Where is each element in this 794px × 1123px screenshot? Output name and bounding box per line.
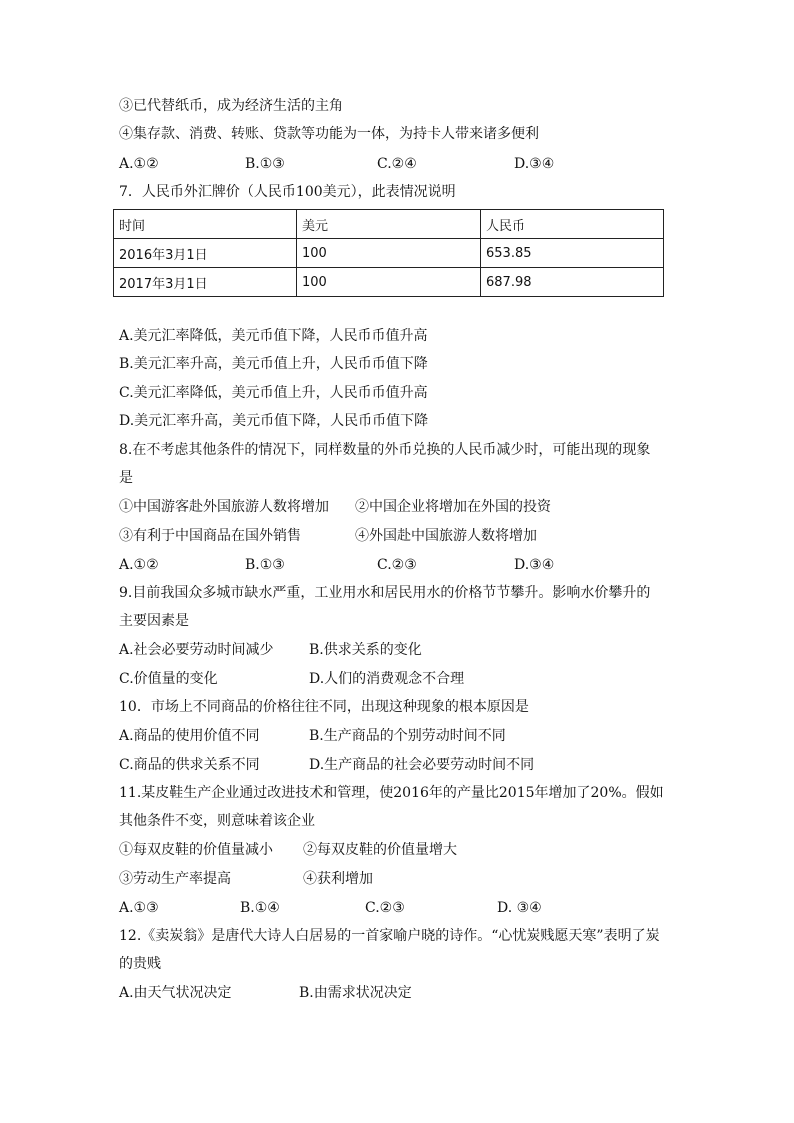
q8-option-a: A.①② bbox=[119, 557, 159, 573]
table-cell: 100 bbox=[297, 268, 481, 297]
q11-option-c: C.②③ bbox=[365, 900, 405, 916]
q10-option-b: B.生产商品的个别劳动时间不同 bbox=[309, 728, 506, 744]
q8-item-2: ②中国企业将增加在外国的投资 bbox=[355, 499, 551, 515]
q9-option-b: B.供求关系的变化 bbox=[309, 642, 422, 658]
q11-stem-line-2: 其他条件不变，则意味着该企业 bbox=[119, 813, 315, 829]
table-header-cell: 人民币 bbox=[481, 210, 664, 239]
q12-option-b: B.由需求状况决定 bbox=[299, 985, 412, 1001]
q11-item-4: ④获利增加 bbox=[303, 871, 373, 887]
table-header-cell: 时间 bbox=[114, 210, 297, 239]
q12-stem-line-2: 的贵贱 bbox=[119, 956, 161, 972]
q6-option-b: B.①③ bbox=[245, 156, 285, 172]
q12-stem-line-1: 12.《卖炭翁》是唐代大诗人白居易的一首家喻户晓的诗作。“心忧炭贱愿天寒”表明了炭 bbox=[119, 928, 660, 944]
table-cell: 2017年3月1日 bbox=[114, 268, 297, 297]
q6-statement-4: ④集存款、消费、转账、贷款等功能为一体，为持卡人带来诸多便利 bbox=[119, 126, 539, 142]
q10-stem: 10．市场上不同商品的价格往往不同，出现这种现象的根本原因是 bbox=[119, 699, 529, 715]
table-cell: 2016年3月1日 bbox=[114, 239, 297, 268]
q10-option-d: D.生产商品的社会必要劳动时间不同 bbox=[309, 757, 535, 773]
q11-stem-line-1: 11.某皮鞋生产企业通过改进技术和管理，使2016年的产量比2015年增加了20%。假如 bbox=[119, 785, 664, 801]
q7-option-a: A.美元汇率降低，美元币值下降，人民币币值升高 bbox=[119, 328, 428, 344]
q9-option-c: C.价值量的变化 bbox=[119, 671, 218, 687]
q11-item-3: ③劳动生产率提高 bbox=[119, 871, 231, 887]
q7-option-b: B.美元汇率升高，美元币值上升，人民币币值下降 bbox=[119, 356, 428, 372]
q11-item-1: ①每双皮鞋的价值量减小 bbox=[119, 842, 273, 858]
table-header-cell: 美元 bbox=[297, 210, 481, 239]
q9-stem-line-2: 主要因素是 bbox=[119, 613, 189, 629]
q6-statement-3: ③已代替纸币，成为经济生活的主角 bbox=[119, 98, 343, 114]
q10-option-c: C.商品的供求关系不同 bbox=[119, 757, 260, 773]
q11-option-b: B.①④ bbox=[240, 900, 280, 916]
q7-option-c: C.美元汇率降低，美元币值上升，人民币币值升高 bbox=[119, 385, 428, 401]
q9-stem-line-1: 9.目前我国众多城市缺水严重，工业用水和居民用水的价格节节攀升。影响水价攀升的 bbox=[119, 585, 651, 601]
q7-option-d: D.美元汇率升高，美元币值下降，人民币币值下降 bbox=[119, 413, 429, 429]
table-row bbox=[114, 268, 664, 297]
table-header-row bbox=[114, 210, 664, 239]
q8-item-3: ③有利于中国商品在国外销售 bbox=[119, 528, 301, 544]
q9-option-d: D.人们的消费观念不合理 bbox=[309, 671, 465, 687]
q12-option-a: A.由天气状况决定 bbox=[119, 985, 232, 1001]
q11-option-d: D. ③④ bbox=[497, 900, 542, 916]
q6-option-c: C.②④ bbox=[377, 156, 417, 172]
q8-option-b: B.①③ bbox=[245, 557, 285, 573]
q6-option-d: D.③④ bbox=[514, 156, 555, 172]
table-cell: 100 bbox=[297, 239, 481, 268]
q8-item-4: ④外国赴中国旅游人数将增加 bbox=[355, 528, 537, 544]
q9-option-a: A.社会必要劳动时间减少 bbox=[119, 642, 274, 658]
table-cell: 687.98 bbox=[481, 268, 664, 297]
table-row bbox=[114, 239, 664, 268]
exchange-rate-table bbox=[113, 209, 664, 297]
q8-stem-line-2: 是 bbox=[119, 470, 133, 486]
q6-option-a: A.①② bbox=[119, 156, 159, 172]
q8-item-1: ①中国游客赴外国旅游人数将增加 bbox=[119, 499, 329, 515]
q8-stem-line-1: 8.在不考虑其他条件的情况下，同样数量的外币兑换的人民币减少时，可能出现的现象 bbox=[119, 442, 651, 458]
q7-stem: 7．人民币外汇牌价（人民币100美元），此表情况说明 bbox=[119, 184, 456, 200]
q8-option-d: D.③④ bbox=[514, 557, 555, 573]
q11-option-a: A.①③ bbox=[119, 900, 159, 916]
q11-item-2: ②每双皮鞋的价值量增大 bbox=[303, 842, 457, 858]
q10-option-a: A.商品的使用价值不同 bbox=[119, 728, 260, 744]
q8-option-c: C.②③ bbox=[377, 557, 417, 573]
table-cell: 653.85 bbox=[481, 239, 664, 268]
